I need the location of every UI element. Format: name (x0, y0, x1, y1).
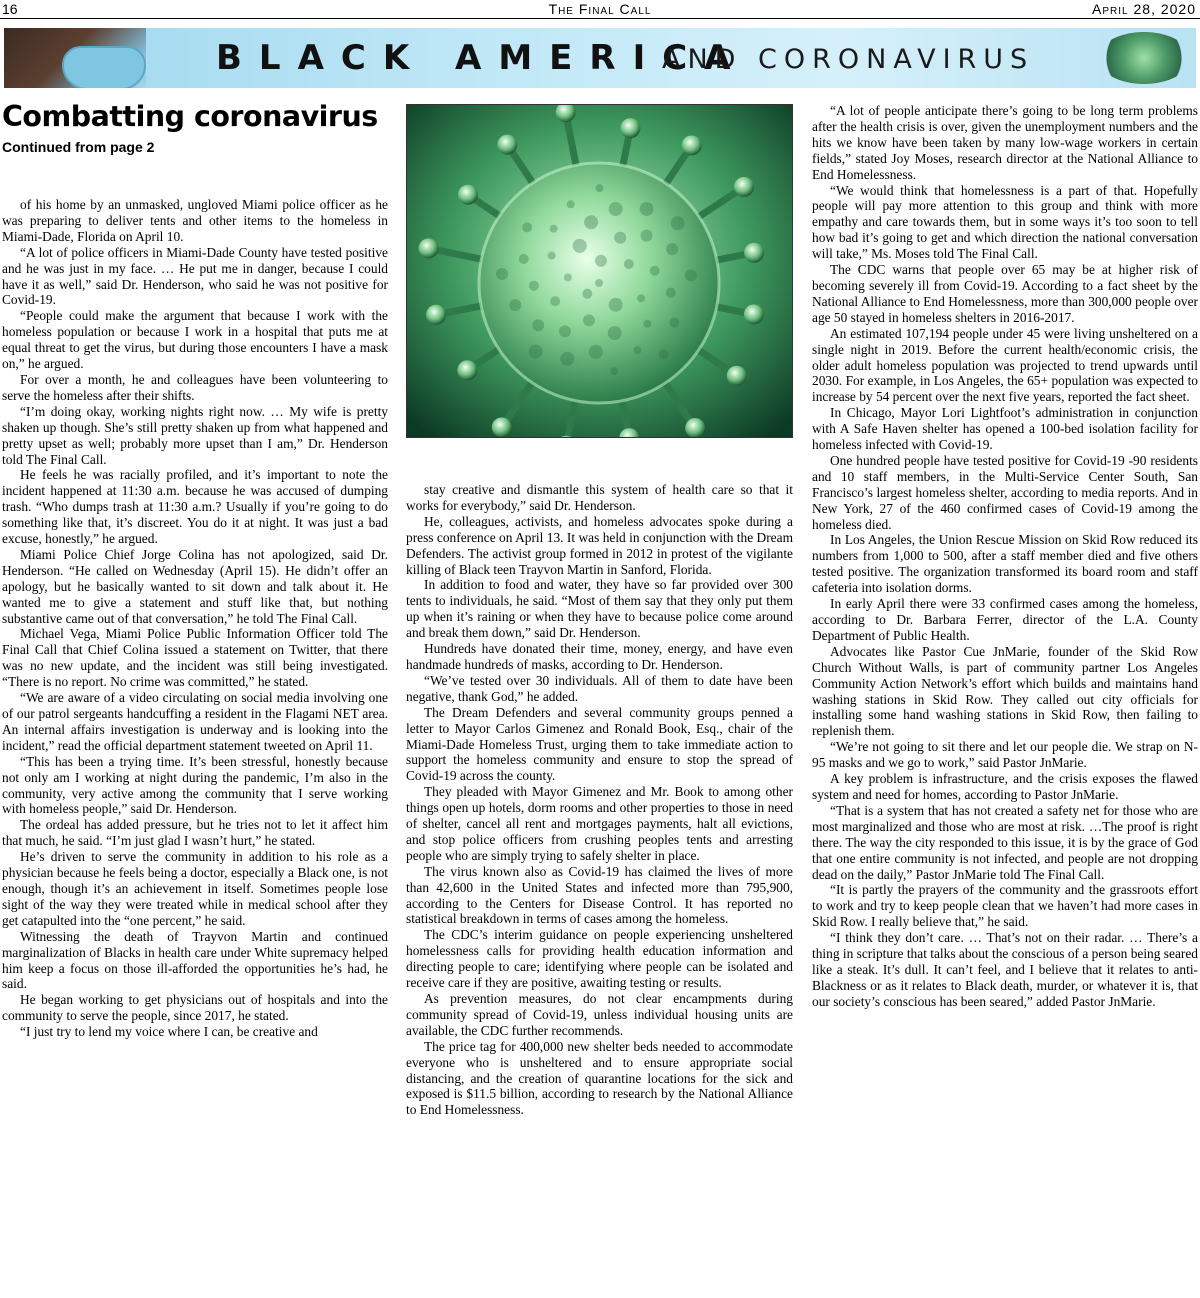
surface-dot (641, 230, 653, 242)
surface-dot (584, 215, 598, 229)
spike-knob (426, 305, 446, 325)
coronavirus-photo (406, 104, 793, 438)
paragraph: He, colleagues, activists, and homeless advocates spoke during a press conference on April 13. It was held in conjunction with the Dream Defenders. The activist group formed in 2012 in protest of the vigilante killing of Black teen Trayvon Martin in Sanford, Florida. (406, 513, 793, 577)
paragraph: The CDC’s interim guidance on people experiencing unsheltered homelessness calls for providing health education information and directing people to care; identifying where people can be isolated and receive care if they are positive, awaiting testing or results. (406, 927, 793, 991)
spike-knob (457, 360, 477, 380)
paragraph: The price tag for 400,000 new shelter beds needed to accommodate everyone who is unsheltered and to ensure appropriate social distancing, and the creation of quarantine locations for the sick and exposed is $11.5 billion, according to research by the National Alliance to End Homelessness. (406, 1038, 793, 1118)
article-column-1 (2, 197, 388, 1040)
spike-knob (727, 366, 747, 386)
masked-person-image (4, 28, 146, 88)
surface-dot (666, 288, 676, 298)
paragraph: They pleaded with Mayor Gimenez and Mr. Book to among other things open up hotels, dorm rooms and other properties to those in need of shelter, cancel all rent and mortgages payments, halt all evictions, and stop police officers from crushing peoples tents and arresting people who are simply trying to safely shelter in place. (406, 784, 793, 863)
spike-knob (418, 238, 438, 258)
paragraph: A key problem is infrastructure, and the crisis exposes the flawed system and need for homes, according to Pastor JnMarie. (812, 771, 1198, 802)
paragraph: He feels he was racially profiled, and it’s important to note the incident happened at 11:30 a.m. because he was accused of dumping trash. “Who dumps trash at 11:30 a.m.? Usually if you’re going to do something like that, it’s discreet. You do it at night. It was just a bad excuse, honestly,” he argued. (2, 467, 388, 547)
paragraph: of his home by an unmasked, ungloved Miami police officer as he was preparing to deliver tents and other items to the homeless in Miami-Dade, Florida on April 10. (2, 197, 388, 244)
paragraph: “People could make the argument that because I work with the homeless population or because I work in a hospital that puts me at equal threat to get the virus, but during those encounters I have a mask on,” he argued. (2, 308, 388, 372)
surface-dot (582, 289, 592, 299)
jump-line: Continued from page 2 (2, 139, 155, 155)
surface-dot (609, 298, 623, 312)
surface-dot (640, 202, 654, 216)
article-headline: Combatting coronavirus (2, 100, 378, 133)
spike-knob (744, 304, 764, 324)
spike-knob (620, 118, 640, 138)
paragraph: He began working to get physicians out of hospitals and into the community to serve the people, since 2017, he stated. (2, 992, 388, 1024)
section-banner (4, 28, 1196, 88)
surface-dot (608, 326, 622, 340)
paragraph: Michael Vega, Miami Police Public Information Officer told The Final Call that Chief Colina issued a statement on Twitter, that there was no new update, and the incident was still being investigated. “There is no report. No crime was committed,” he stated. (2, 626, 388, 690)
surface-dot (634, 346, 642, 354)
paragraph: As prevention measures, do not clear encampments during community spread of Covid-19, unless individual housing units are available, the CDC further recommends. (406, 991, 793, 1038)
paragraph: In Chicago, Mayor Lori Lightfoot’s administration in conjunction with A Safe Haven shelter has opened a 100-bed isolation facility for homeless infected with Covid-19. (812, 405, 1198, 453)
surface-dot (529, 281, 539, 291)
surface-dot (595, 279, 603, 287)
surface-dot (583, 314, 595, 326)
paragraph: In Los Angeles, the Union Rescue Mission on Skid Row reduced its numbers from 1,000 to 500, after a staff member died and five others tested positive. The organization transformed its board room and staff cafeteria into isolation dorms. (812, 532, 1198, 596)
spike-knob (744, 243, 764, 263)
paragraph: “It is partly the prayers of the community and the grassroots effort to work and try to keep people clean that we haven’t had more cases in Skid Row. I really believe that,” he said. (812, 882, 1198, 930)
page-folio (0, 0, 1200, 19)
paragraph: “This has been a trying time. It’s been stressful, honestly because not only am I working at night during the pandemic, I’m also in the community, very active among the community that I serve working with homeless people,” said Dr. Henderson. (2, 753, 388, 817)
paragraph: One hundred people have tested positive for Covid-19 -90 residents and 10 staff members, in the Multi-Service Center South, San Francisco’s largest homeless shelter, according to media reports. And in New York, 27 of the 460 confirmed cases of Covid-19 among the homeless died. (812, 452, 1198, 532)
paragraph: “I think they don’t care. … That’s not on their radar. … There’s a thing in scripture that talks about the conscious of a person being seared like a steak. It’s dull. It can’t feel, and I believe that it relates to anti-Blackness or as it relates to Black death, murder, or whatever it is, that our society’s conscious has been seared,” added Pastor JnMarie. (812, 930, 1198, 1009)
article-column-2 (406, 482, 793, 1118)
newspaper-name: The Final Call (548, 1, 652, 17)
paragraph: The ordeal has added pressure, but he tries not to let it affect him that much, he said. “I’m just glad I wasn’t hurt,” he stated. (2, 817, 388, 849)
surface-dot (550, 296, 560, 306)
paragraph: The CDC warns that people over 65 may be at higher risk of becoming severely ill from Covid-19. According to a fact sheet by the National Alliance to End Homelessness, more than 300,000 people over age 50 stayed in homeless shelters in 2016-2017. (812, 262, 1198, 325)
surface-dot (573, 239, 587, 253)
page-number: 16 (2, 1, 18, 17)
paragraph: Miami Police Chief Jorge Colina has not apologized, said Dr. Henderson. “He called on Wednesday (April 15). He didn’t offer an apology, but he basically wanted to sit down and talk about it. He wanted me to give a statement and stuff like that, but nothing substantive came out of that conversation,” he told The Final Call. (2, 546, 388, 626)
paragraph: “A lot of people anticipate there’s going to be long term problems after the health crisis is over, given the unemployment numbers and the hits we know have been taken by many low-wage workers in certain fields,” stated Joy Moses, research director at the National Alliance to End Homelessness. (812, 103, 1198, 182)
paragraph: “We would think that homelessness is a part of that. Hopefully people will pay more attention to this group and think with more empathy and care towards them, but in some ways it’s too soon to tell how bad it’s going to get and which direction the national conversation will take,” Ms. Moses told The Final Call. (812, 182, 1198, 262)
surface-dot (564, 273, 572, 281)
article-column-3 (812, 103, 1198, 1010)
paragraph: stay creative and dismantle this system of health care so that it works for everybody,” said Dr. Henderson. (406, 482, 793, 513)
surface-dot (643, 320, 651, 328)
coronavirus-illustration (407, 105, 792, 437)
paragraph: “We’ve tested over 30 individuals. All of them to date have been negative, thank God,” he added. (406, 672, 793, 704)
surface-dot (637, 294, 645, 302)
paragraph: “That is a system that has not created a safety net for those who are most marginalized and those who are most at risk. …The proof is right there. The way the city responded to this issue, it is by the grace of God that one entire community is not infected, and people are not dropping dead on the daily,” Pastor JnMarie told The Final Call. (812, 802, 1198, 882)
surface-dot (685, 269, 697, 281)
paragraph: An estimated 107,194 people under 45 were living unsheltered on a single night in 2019. Before the current health/economic crisis, the older adult homeless population was projected to trend upwards until 2030. For example, in Los Angeles, the 65+ population was expected to increase by 54 percent over the next five years, reported the fact sheet. (812, 325, 1198, 405)
surface-dot (519, 254, 529, 264)
paragraph: The virus known also as Covid-19 has claimed the lives of more than 42,600 in the United States and infected more than 795,900, according to the Centers for Disease Control. It has reported no statistical breakdown in terms of cases among the homeless. (406, 863, 793, 927)
paragraph: “A lot of police officers in Miami-Dade County have tested positive and he was just in my face. … He put me in danger, because I could have it as well,” said Dr. Henderson, who said he was not positive for Covid-19. (2, 244, 388, 308)
spike-knob (734, 177, 754, 197)
surface-dot (532, 319, 544, 331)
spike-knob (458, 185, 478, 205)
paragraph: Advocates like Pastor Cue JnMarie, founder of the Skid Row Church Without Walls, is part of community partner Los Angeles Community Action Network’s effort which builds and maintains hand washing stations in Skid Row. They called out city officials for installing some hand washing stations in Skid Row, then failing to replenish them. (812, 643, 1198, 739)
surface-dot (595, 184, 603, 192)
surface-dot (666, 243, 678, 255)
banner-title-sub: AND CORONAVIRUS (662, 44, 1035, 75)
spike-knob (492, 417, 512, 437)
paragraph: “We’re not going to sit there and let our people die. We strap on N-95 masks and we go to work,” said Pastor JnMarie. (812, 739, 1198, 771)
virus-thumbnail-image (1098, 32, 1190, 84)
surface-dot (567, 200, 575, 208)
surface-dot (589, 345, 603, 359)
surface-dot (548, 252, 556, 260)
paragraph: “We are aware of a video circulating on social media involving one of our patrol sergeants handcuffing a resident in the Flagami NET area. An internal affairs investigation is underway and is looking into the incident,” read the official department statement tweeted on April 11. (2, 690, 388, 753)
surface-dot (650, 266, 660, 276)
face-mask-shape (62, 46, 146, 88)
surface-dot (560, 352, 574, 366)
surface-dot (496, 268, 508, 280)
surface-dot (595, 255, 607, 267)
issue-date: April 28, 2020 (1092, 1, 1196, 17)
surface-dot (509, 299, 521, 311)
surface-dot (659, 349, 669, 359)
paragraph: In early April there were 33 confirmed cases among the homeless, according to Dr. Barbara Ferrer, director of the L.A. County Department of Public Health. (812, 596, 1198, 643)
paragraph: “I just try to lend my voice where I can, be creative and (20, 1024, 318, 1040)
surface-dot (614, 232, 626, 244)
surface-dot (671, 216, 685, 230)
paragraph: In addition to food and water, they have so far provided over 300 tents to individuals, he said. “Most of them say that they only put them up when it’s raining or when they have to because police come around and break them down,” said Dr. Henderson. (406, 577, 793, 641)
paragraph: Hundreds have donated their time, money, energy, and have even handmade hundreds of masks, according to Dr. Henderson. (406, 641, 793, 672)
surface-dot (610, 367, 618, 375)
paragraph: “I’m doing okay, working nights right now. … My wife is pretty shaken up though. She’s still pretty shaken up from what happened and pretty upset as well; probably more upset than I am,” Dr. Henderson told The Final Call. (2, 403, 388, 467)
paragraph: He’s driven to serve the community in addition to his role as a physician because he feels being a doctor, especially a Black one, is not enough, though it’s an achievement in itself. Sometimes people lose sight of the way they were treated while in medical school after they get catapulted into the “one percent,” he said. (2, 849, 388, 928)
spike-knob (497, 135, 517, 155)
surface-dot (559, 325, 571, 337)
paragraph: Witnessing the death of Trayvon Martin and continued marginalization of Blacks in health care under White supremacy helped him keep a focus on those ill-afforded the opportunities he’s had, he said. (2, 928, 388, 992)
surface-dot (550, 225, 558, 233)
banner-title-main: BLACK AMERICA (216, 38, 748, 78)
surface-dot (528, 345, 542, 359)
paragraph: The Dream Defenders and several community groups penned a letter to Mayor Carlos Gimenez and Ronald Book, Esq., chair of the Miami-Dade Homeless Trust, urging them to take immediate action to support the homeless community and ensure to stop the spread of Covid-19 across the county. (406, 704, 793, 784)
surface-dot (609, 202, 623, 216)
surface-dot (522, 222, 532, 232)
surface-dot (669, 318, 679, 328)
surface-dot (624, 259, 634, 269)
spike-knob (682, 135, 702, 155)
paragraph: For over a month, he and colleagues have been volunteering to serve the homeless after their shifts. (2, 371, 388, 403)
